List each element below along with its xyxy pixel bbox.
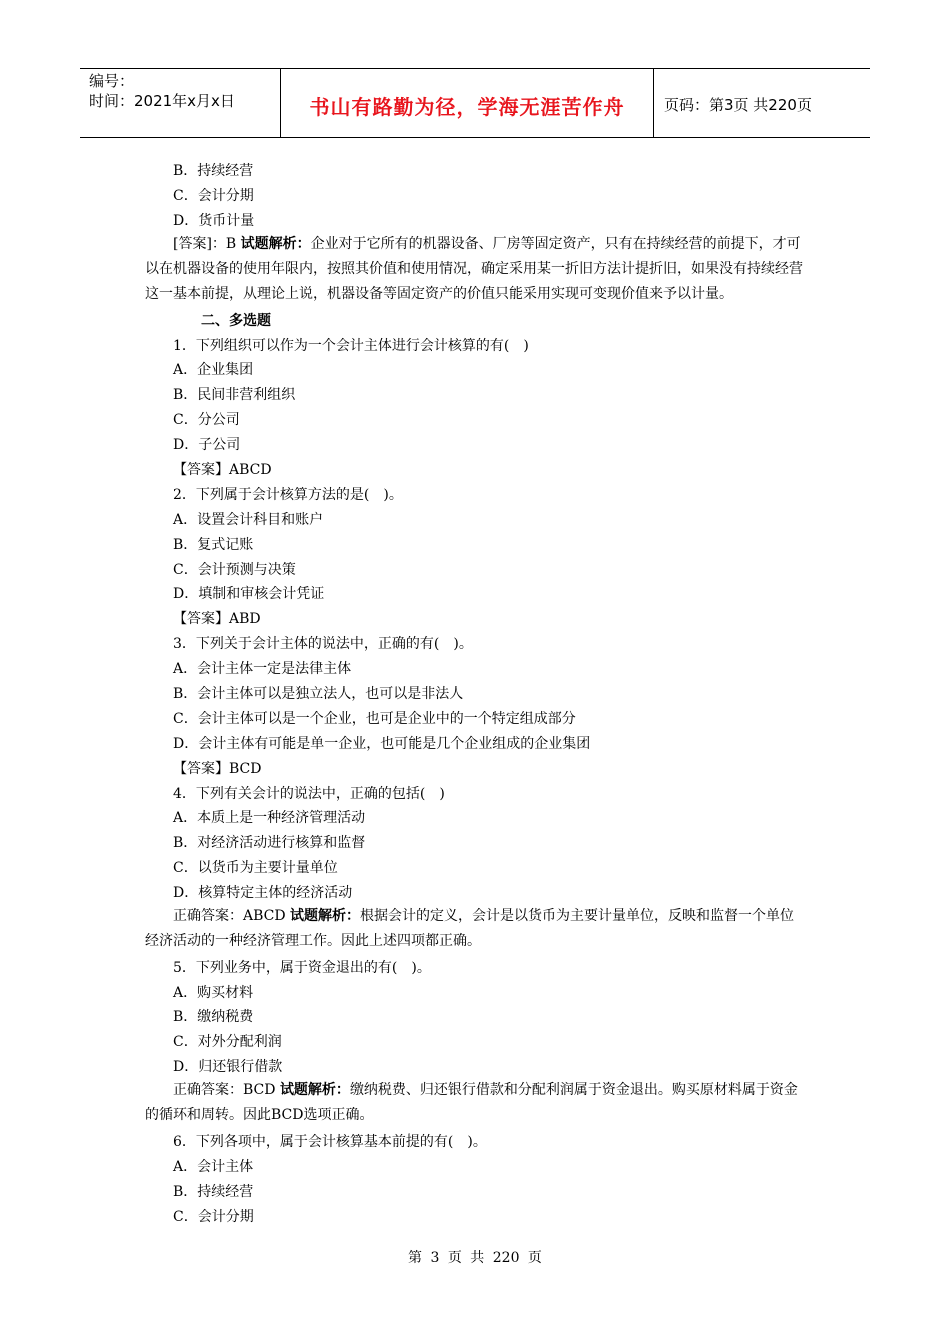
option-line: C．会计预测与决策 <box>173 562 296 578</box>
option-line: A．本质上是一种经济管理活动 <box>173 810 366 826</box>
question-text: 2．下列属于会计核算方法的是( )。 <box>173 487 403 503</box>
page-footer: 第 3 页 共 220 页 <box>408 1250 542 1266</box>
explanation-text: 企业对于它所有的机器设备、厂房等固定资产，只有在持续经营的前提下，才可以在机器设备的使用年限内，按照其价值和使用情况，确定采用某一折旧方法计提折旧，如果没有持续经营这一基本前提，从理论上说，机器设备等固定资产的价值只能采用实现可变现价值来予以计量。 <box>145 236 803 302</box>
explanation-label: 试题解析： <box>240 236 311 252</box>
header-motto-cell <box>281 69 654 137</box>
explanation-text: 缴纳税费、归还银行借款和分配利润属于资金退出。购买原材料属于资金的循环和周转。因此BCD选项正确。 <box>145 1082 798 1123</box>
option-line: B．会计主体可以是独立法人，也可以是非法人 <box>173 686 464 702</box>
option-line: C．会计分期 <box>173 188 254 204</box>
answer-explanation <box>145 1078 807 1128</box>
question-text: 6．下列各项中，属于会计核算基本前提的有( )。 <box>173 1134 487 1150</box>
header-info-cell <box>80 69 281 137</box>
option-line: D．归还银行借款 <box>173 1059 283 1075</box>
date-label: 时间：2021年x月x日 <box>89 92 235 110</box>
option-line: A．设置会计科目和账户 <box>173 512 324 528</box>
option-line: A．会计主体 <box>173 1159 254 1175</box>
option-line: C．分公司 <box>173 412 240 428</box>
answer-explanation <box>145 904 807 954</box>
question-text: 1．下列组织可以作为一个会计主体进行会计核算的有( ) <box>173 338 529 354</box>
option-line: D．子公司 <box>173 437 241 453</box>
option-line: C．会计分期 <box>173 1209 254 1225</box>
option-line: C．对外分配利润 <box>173 1034 282 1050</box>
option-line: A．企业集团 <box>173 362 254 378</box>
question-text: 3．下列关于会计主体的说法中，正确的有( )。 <box>173 636 473 652</box>
page-number-label: 页码：第3页 共220页 <box>664 96 812 114</box>
option-line: B．复式记账 <box>173 537 254 553</box>
option-line: D．货币计量 <box>173 213 255 229</box>
option-line: B．民间非营利组织 <box>173 387 296 403</box>
option-line: B．缴纳税费 <box>173 1009 254 1025</box>
option-line: D．会计主体有可能是单一企业，也可能是几个企业组成的企业集团 <box>173 736 591 752</box>
option-line: C．以货币为主要计量单位 <box>173 860 338 876</box>
number-label: 编号： <box>89 72 135 90</box>
explanation-label: 试题解析： <box>279 1082 350 1098</box>
page-header <box>80 68 870 138</box>
answer-prefix: 正确答案：ABCD <box>173 908 291 924</box>
answer-prefix: [答案]：B <box>173 236 241 252</box>
section-heading: 二、多选题 <box>201 313 271 329</box>
answer-line: 【答案】ABD <box>173 611 261 627</box>
option-line: D．填制和审核会计凭证 <box>173 586 325 602</box>
answer-line: 【答案】BCD <box>173 761 262 777</box>
header-page-cell <box>654 69 870 137</box>
option-line: A．会计主体一定是法律主体 <box>173 661 352 677</box>
question-text: 4．下列有关会计的说法中，正确的包括( ) <box>173 786 445 802</box>
answer-line: 【答案】ABCD <box>173 462 272 478</box>
explanation-text: 根据会计的定义，会计是以货币为主要计量单位，反映和监督一个单位经济活动的一种经济管理工作。因此上述四项都正确。 <box>145 908 795 949</box>
option-line: A．购买材料 <box>173 985 254 1001</box>
option-line: C．会计主体可以是一个企业，也可是企业中的一个特定组成部分 <box>173 711 576 727</box>
question-text: 5．下列业务中，属于资金退出的有( )。 <box>173 960 431 976</box>
option-line: D．核算特定主体的经济活动 <box>173 885 353 901</box>
explanation-label: 试题解析： <box>290 908 361 924</box>
answer-prefix: 正确答案：BCD <box>173 1082 280 1098</box>
motto-text: 书山有路勤为径，学海无涯苦作舟 <box>309 95 625 119</box>
option-line: B．持续经营 <box>173 163 254 179</box>
option-line: B．对经济活动进行核算和监督 <box>173 835 366 851</box>
answer-explanation <box>145 232 807 307</box>
option-line: B．持续经营 <box>173 1184 254 1200</box>
